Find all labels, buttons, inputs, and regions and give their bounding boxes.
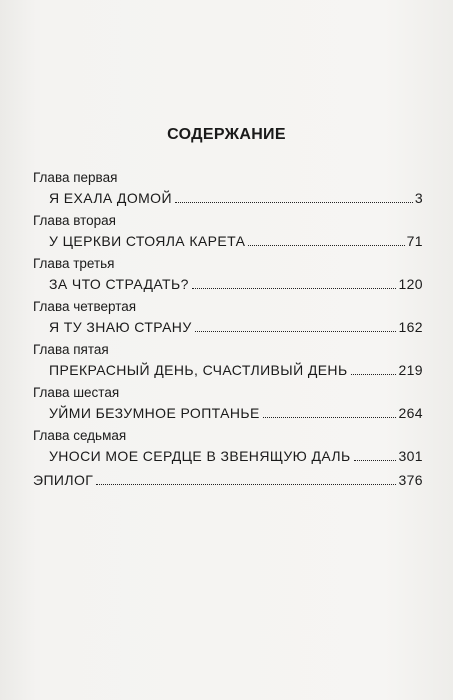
chapter-label: Глава шестая (33, 385, 120, 400)
chapter-row (33, 273, 423, 295)
dot-leader (354, 459, 397, 461)
chapter-label: Глава седьмая (33, 428, 127, 443)
page-number: 264 (398, 405, 423, 421)
chapter-label: Глава пятая (33, 342, 109, 357)
toc-entry-4 (33, 297, 423, 338)
dot-leader (195, 330, 397, 332)
dot-leader (96, 483, 396, 485)
chapter-label: Глава первая (33, 170, 118, 185)
chapter-row (33, 445, 423, 467)
chapter-title: Я ЕХАЛА ДОМОЙ (49, 190, 172, 206)
toc-entry-5 (33, 340, 423, 381)
page-number: 120 (398, 276, 423, 292)
page-number: 301 (398, 448, 423, 464)
page-number: 376 (398, 472, 423, 488)
dot-leader (192, 287, 397, 289)
chapter-label: Глава четвертая (33, 299, 137, 314)
chapter-row (33, 359, 423, 381)
chapter-row (33, 402, 423, 424)
page-number: 71 (406, 233, 423, 249)
epilog-row (33, 469, 423, 491)
chapter-label: Глава третья (33, 256, 115, 271)
chapter-title: Я ТУ ЗНАЮ СТРАНУ (49, 319, 192, 335)
chapter-title: ЗА ЧТО СТРАДАТЬ? (49, 276, 189, 292)
toc-entry-2 (33, 211, 423, 252)
chapter-row (33, 316, 423, 338)
chapter-label: Глава вторая (33, 213, 116, 228)
chapter-row (33, 187, 423, 209)
epilog-title: ЭПИЛОГ (33, 472, 94, 488)
chapter-title: У ЦЕРКВИ СТОЯЛА КАРЕТА (49, 233, 246, 249)
toc-entry-epilog (33, 469, 423, 491)
toc-heading: СОДЕРЖАНИЕ (167, 126, 286, 143)
chapter-title: ПРЕКРАСНЫЙ ДЕНЬ, СЧАСТЛИВЫЙ ДЕНЬ (49, 362, 348, 378)
toc-entry-1 (33, 168, 423, 209)
dot-leader (263, 416, 397, 418)
table-of-contents (33, 168, 423, 491)
toc-entry-7 (33, 426, 423, 467)
dot-leader (351, 373, 397, 375)
page-number: 219 (398, 362, 423, 378)
page-number: 3 (414, 190, 423, 206)
dot-leader (175, 201, 413, 203)
toc-entry-6 (33, 383, 423, 424)
chapter-title: УНОСИ МОЕ СЕРДЦЕ В ЗВЕНЯЩУЮ ДАЛЬ (49, 448, 351, 464)
dot-leader (248, 244, 404, 246)
page-number: 162 (398, 319, 423, 335)
toc-entry-3 (33, 254, 423, 295)
chapter-row (33, 230, 423, 252)
chapter-title: УЙМИ БЕЗУМНОЕ РОПТАНЬЕ (49, 405, 260, 421)
